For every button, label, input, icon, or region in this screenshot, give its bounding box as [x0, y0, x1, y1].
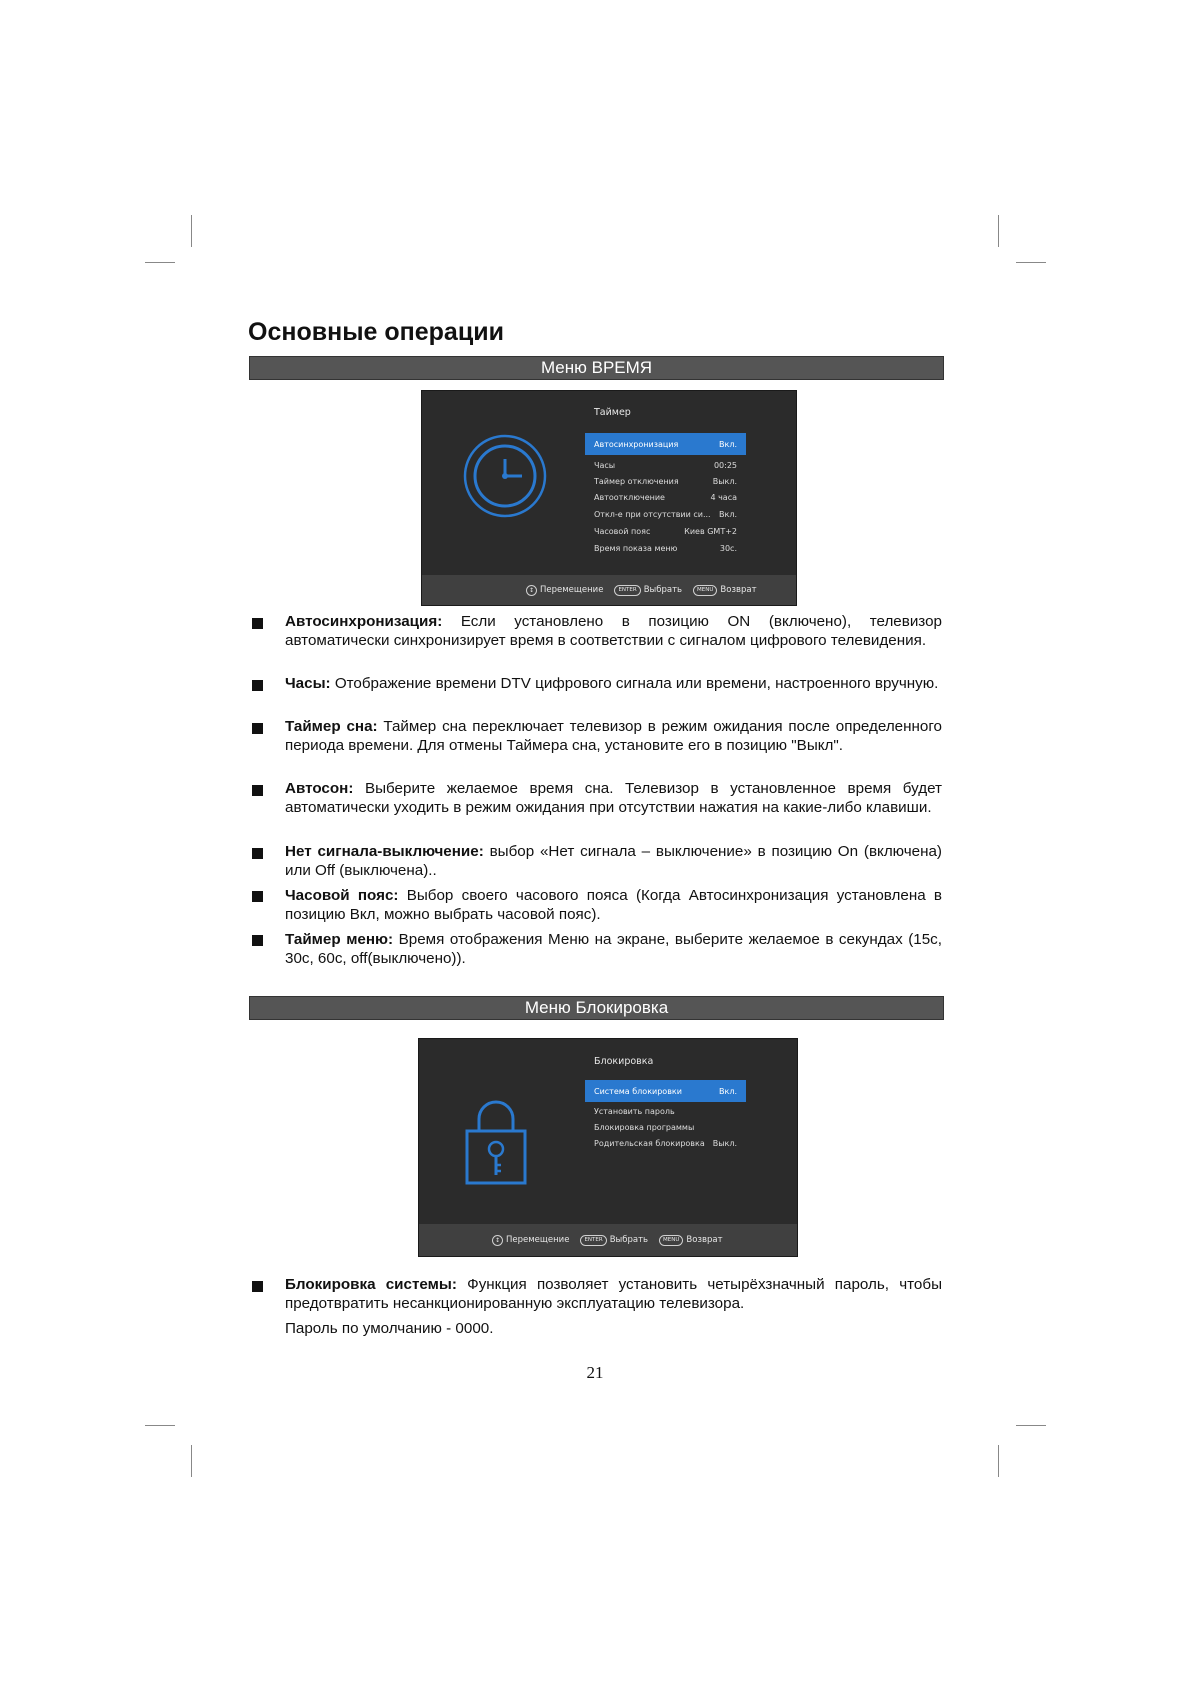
menu-row-set-password[interactable] [585, 1103, 746, 1119]
menu-title: Блокировка [594, 1056, 654, 1067]
menu-key-icon: MENU [693, 585, 717, 596]
menu-row-lock-system[interactable] [585, 1080, 746, 1102]
row-label: Часовой пояс [594, 526, 651, 536]
row-value: 4 часа [710, 492, 737, 502]
row-label: Блокировка программы [594, 1122, 695, 1132]
menu-row-clock[interactable] [585, 457, 746, 473]
crop-mark [998, 1445, 999, 1477]
row-value: Вкл. [719, 1086, 737, 1096]
bullet-icon [252, 891, 263, 902]
menu-row-menu-time[interactable] [585, 540, 746, 556]
hint-move: ↕ Перемещение [526, 585, 603, 596]
item-time-zone: Часовой пояс: Выбор своего часового пояса (Когда Автосинхронизация установлена в позицию Вкл, можно выбрать часовой пояс). [285, 887, 942, 923]
menu-key-icon: MENU [659, 1235, 683, 1246]
menu-row-sleep-timer[interactable] [585, 473, 746, 489]
lock-icon [465, 1099, 527, 1187]
enter-key-icon: ENTER [580, 1235, 606, 1246]
page-number: 21 [586, 1363, 604, 1382]
row-label: Автоотключение [594, 492, 665, 502]
row-label: Часы [594, 460, 616, 470]
item-clock: Часы: Отображение времени DTV цифрового сигнала или времени, настроенного вручную. [285, 675, 939, 692]
crop-mark [191, 1445, 192, 1477]
bullet-icon [252, 680, 263, 691]
default-password-note: Пароль по умолчанию - 0000. [285, 1320, 494, 1337]
bullet-icon [252, 723, 263, 734]
crop-mark [998, 215, 999, 247]
bullet-icon [252, 785, 263, 796]
hint-back: MENU Возврат [693, 585, 757, 596]
row-label: Откл-е при отсутствии си... [594, 509, 711, 519]
row-label: Время показа меню [594, 543, 678, 553]
menu-row-time-zone[interactable] [585, 523, 746, 539]
row-value: Вкл. [719, 439, 737, 449]
row-value: 00:25 [713, 460, 737, 470]
item-sleep-timer: Таймер сна: Таймер сна переключает телевизор в режим ожидания после определенного периода времени. Для отмены Таймера сна, установите его в позицию "Выкл". [285, 718, 942, 754]
row-label: Автосинхронизация [594, 439, 679, 449]
navigation-icon: ↕ [526, 585, 537, 596]
row-value: Выкл. [712, 1138, 737, 1148]
crop-mark [145, 1425, 175, 1426]
hint-select: ENTER Выбрать [614, 585, 682, 596]
menu-title: Таймер [594, 407, 631, 418]
bullet-icon [252, 1281, 263, 1292]
bullet-icon [252, 935, 263, 946]
row-value: Вкл. [719, 509, 737, 519]
item-autosync: Автосинхронизация: Если установлено в позицию ON (включено), телевизор автоматически синхронизирует время в соответствии с сигналом цифрового телевидения. [285, 613, 942, 649]
menu-footer [419, 1224, 797, 1256]
row-value: 30c. [719, 543, 737, 553]
item-auto-sleep: Автосон: Выберите желаемое время сна. Телевизор в установленное время будет автоматически уходить в режим ожидания при отсутствии нажатия на какие-либо клавиши. [285, 780, 942, 816]
lock-menu-screen [418, 1038, 798, 1257]
hint-select: ENTER Выбрать [580, 1235, 648, 1246]
menu-row-autosync[interactable] [585, 433, 746, 455]
menu-row-auto-off[interactable] [585, 489, 746, 505]
menu-footer [422, 575, 796, 605]
timer-menu-screen [421, 390, 797, 606]
hint-back: MENU Возврат [659, 1235, 723, 1246]
crop-mark [1016, 1425, 1046, 1426]
row-label: Система блокировки [594, 1086, 682, 1096]
row-label: Установить пароль [594, 1106, 675, 1116]
crop-mark [191, 215, 192, 247]
menu-row-parental-lock[interactable] [585, 1135, 746, 1151]
enter-key-icon: ENTER [614, 585, 640, 596]
crop-mark [145, 262, 175, 263]
section-header-time: Меню ВРЕМЯ [249, 356, 944, 380]
row-label: Таймер отключения [594, 476, 679, 486]
item-menu-timer: Таймер меню: Время отображения Меню на экране, выберите желаемое в секундах (15с, 30с, 60с, off(выключено)). [285, 931, 942, 967]
hint-move: ↕ Перемещение [492, 1235, 569, 1246]
bullet-icon [252, 618, 263, 629]
item-no-signal-off: Нет сигнала-выключение: выбор «Нет сигнала – выключение» в позицию On (включена) или Off (выключена).. [285, 843, 942, 879]
menu-row-no-signal-off[interactable] [585, 506, 746, 522]
page-title: Основные операции [248, 318, 504, 346]
item-lock-system: Блокировка системы: Функция позволяет установить четырёхзначный пароль, чтобы предотвратить несанкционированную эксплуатацию телевизора. [285, 1276, 942, 1312]
row-label: Родительская блокировка [594, 1138, 705, 1148]
menu-row-program-lock[interactable] [585, 1119, 746, 1135]
section-header-lock: Меню Блокировка [249, 996, 944, 1020]
row-value: Выкл. [712, 476, 737, 486]
bullet-icon [252, 848, 263, 859]
crop-mark [1016, 262, 1046, 263]
clock-icon [462, 433, 548, 519]
navigation-icon: ↕ [492, 1235, 503, 1246]
row-value: Киев GMT+2 [684, 526, 737, 536]
